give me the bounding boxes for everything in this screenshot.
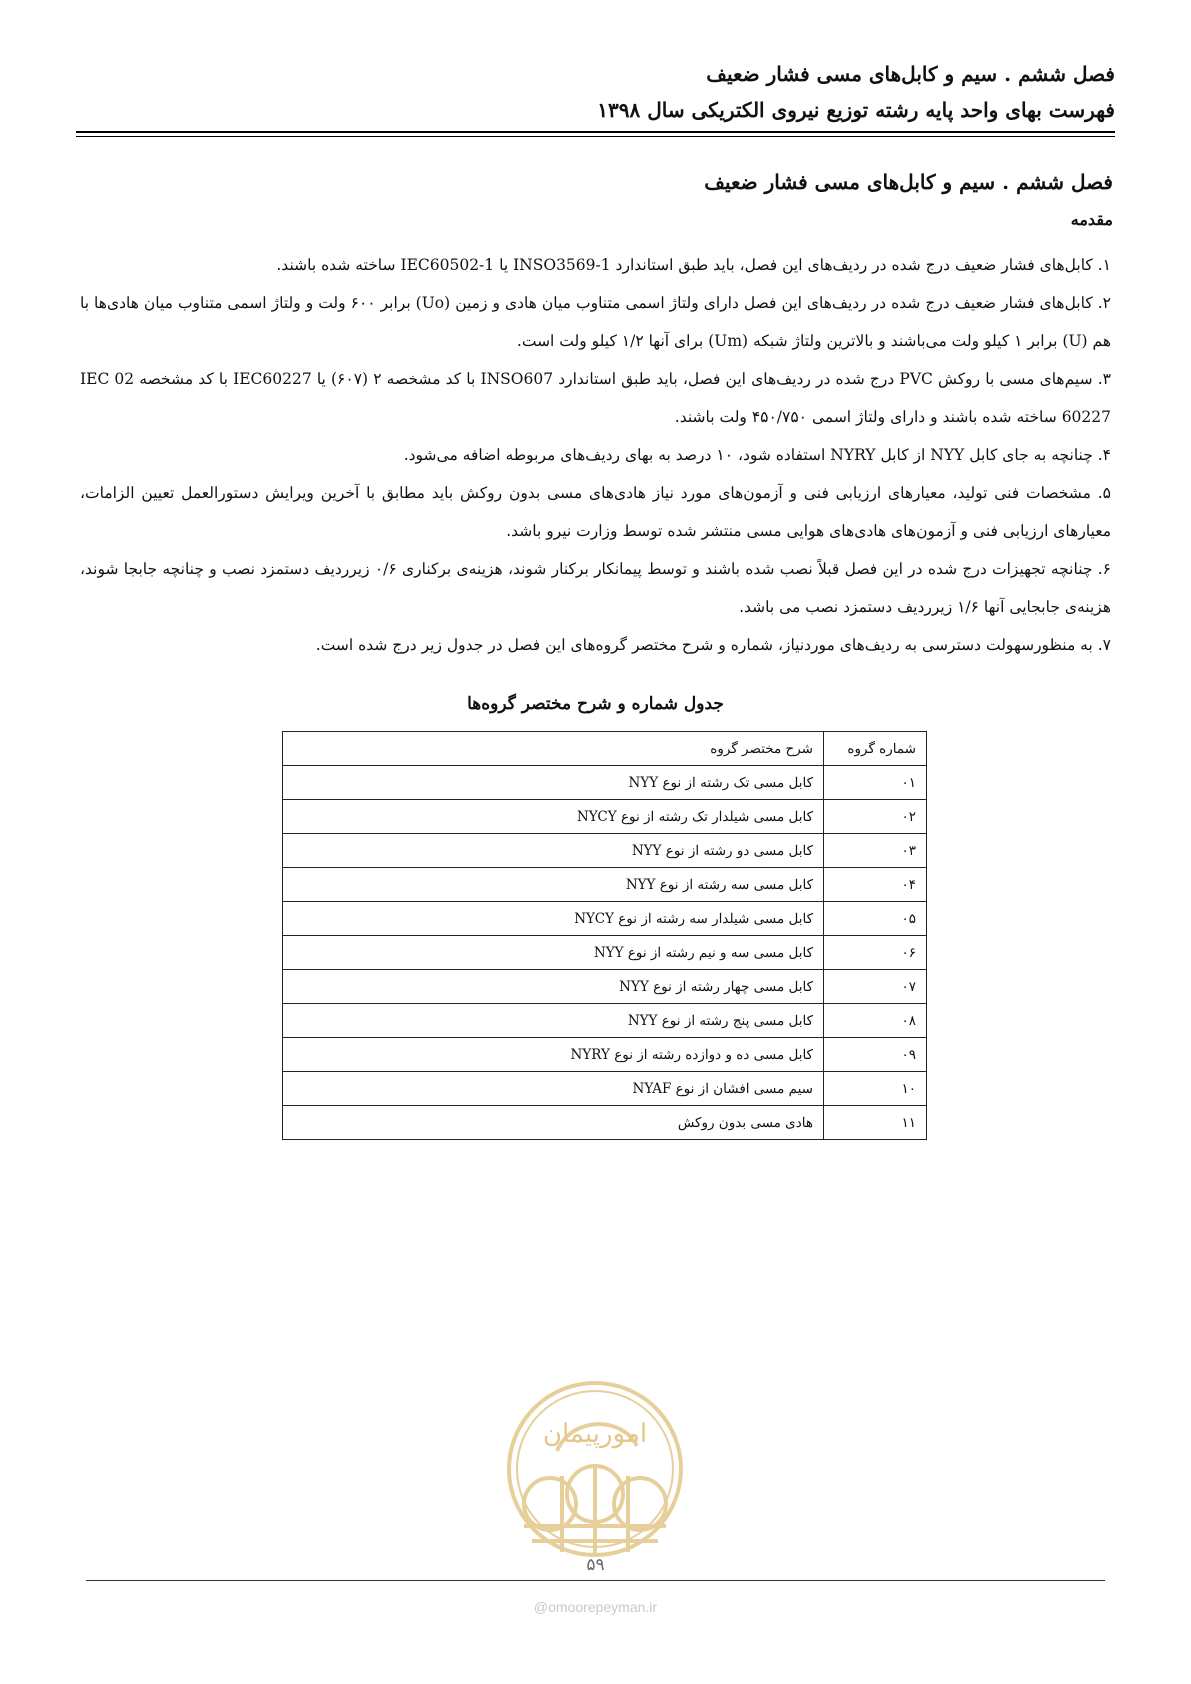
group-description: سیم مسی افشان از نوع NYAF <box>283 1072 824 1106</box>
group-description: کابل مسی سه و نیم رشته از نوع NYY <box>283 936 824 970</box>
intro-items <box>80 246 1111 664</box>
group-description: کابل مسی چهار رشته از نوع NYY <box>283 970 824 1004</box>
group-number: ۰۸ <box>824 1004 927 1038</box>
group-description: کابل مسی دو رشته از نوع NYY <box>283 834 824 868</box>
intro-item-7: ۷. به منظورسهولت دسترسی به ردیف‌های موردنیاز، شماره و شرح مختصر گروه‌های این فصل در جدول زیر درج شده است. <box>315 636 1111 654</box>
group-number: ۰۳ <box>824 834 927 868</box>
group-description: کابل مسی پنج رشته از نوع NYY <box>283 1004 824 1038</box>
group-number: ۰۴ <box>824 868 927 902</box>
intro-item-4: ۴. چنانچه به جای کابل NYY از کابل NYRY استفاده شود، ۱۰ درصد به بهای ردیف‌های مربوطه اضافه می‌شود. <box>403 446 1111 464</box>
group-number: ۰۹ <box>824 1038 927 1072</box>
running-header-title: فهرست بهای واحد پایه رشته توزیع نیروی الکتریکی سال ۱۳۹۸ <box>597 98 1115 122</box>
table-title: جدول شماره و شرح مختصر گروه‌ها <box>467 694 724 714</box>
group-number: ۰۵ <box>824 902 927 936</box>
group-description: کابل مسی شیلدار سه رشته از نوع NYCY <box>283 902 824 936</box>
footer-rule <box>86 1580 1105 1581</box>
table-row <box>283 970 927 1004</box>
group-description: کابل مسی تک رشته از نوع NYY <box>283 766 824 800</box>
table-row <box>283 936 927 970</box>
running-header-chapter: فصل ششم . سیم و کابل‌های مسی فشار ضعیف <box>706 62 1115 86</box>
table-row <box>283 902 927 936</box>
group-number: ۱۱ <box>824 1106 927 1140</box>
seal-lettering: امورپیمان <box>542 1419 648 1449</box>
group-number: ۰۲ <box>824 800 927 834</box>
group-number: ۰۶ <box>824 936 927 970</box>
header-group-description: شرح مختصر گروه <box>283 732 824 766</box>
table-row <box>283 1038 927 1072</box>
intro-heading: مقدمه <box>1070 210 1113 229</box>
table-row <box>283 868 927 902</box>
table-row <box>283 1072 927 1106</box>
group-number: ۰۷ <box>824 970 927 1004</box>
table-row <box>283 766 927 800</box>
watermark-site-text: @omoorepeyman.ir <box>533 1599 658 1615</box>
group-description: کابل مسی شیلدار تک رشته از نوع NYCY <box>283 800 824 834</box>
intro-item-2: ۲. کابل‌های فشار ضعیف درج شده در ردیف‌های این فصل دارای ولتاژ اسمی متناوب میان هادی و زمین (Uo) برابر ۶۰۰ ولت و ولتاژ اسمی متناوب میان هادی‌ها با هم (U) برابر ۱ کیلو ولت می‌باشند و بالاترین ولتاژ شبکه (Um) برای آنها ۱/۲ کیلو ولت است. <box>80 294 1111 350</box>
header-rule-thin <box>76 136 1115 137</box>
table-row <box>283 800 927 834</box>
intro-item-5: ۵. مشخصات فنی تولید، معیارهای ارزیابی فنی و آزمون‌های مورد نیاز هادی‌های مسی بدون روکش باید مطابق با آخرین ویرایش دستورالعمل تعیین الزامات، معیارهای ارزیابی فنی و آزمون‌های هادی‌های هوایی مسی منتشر شده توسط وزارت نیرو باشد. <box>80 484 1111 540</box>
group-number: ۱۰ <box>824 1072 927 1106</box>
header-group-number: شماره گروه <box>824 732 927 766</box>
group-description: کابل مسی ده و دوازده رشته از نوع NYRY <box>283 1038 824 1072</box>
intro-item-1: ۱. کابل‌های فشار ضعیف درج شده در ردیف‌های این فصل، باید طبق استاندارد INSO3569-1 یا IEC60502-1 ساخته شده باشند. <box>276 256 1111 274</box>
table-header-row <box>283 732 927 766</box>
header-rule <box>76 131 1115 133</box>
group-description: هادی مسی بدون روکش <box>283 1106 824 1140</box>
table-row <box>283 834 927 868</box>
watermark-seal-icon <box>502 1376 688 1562</box>
table-row <box>283 1004 927 1038</box>
group-description: کابل مسی سه رشته از نوع NYY <box>283 868 824 902</box>
intro-item-3: ۳. سیم‌های مسی با روکش PVC درج شده در ردیف‌های این فصل، باید طبق استاندارد INSO607 با کد مشخصه ۲ (۶۰۷) یا IEC60227 با کد مشخصه IEC 02 60227 ساخته شده باشند و دارای ولتاژ اسمی ۴۵۰/۷۵۰ ولت باشند. <box>80 370 1111 426</box>
page-number: ۵۹ <box>586 1555 605 1575</box>
groups-table <box>282 731 927 1140</box>
group-number: ۰۱ <box>824 766 927 800</box>
table-row <box>283 1106 927 1140</box>
intro-item-6: ۶. چنانچه تجهیزات درج شده در این فصل قبلاً نصب شده باشند و توسط پیمانکار برکنار شوند، هزینه‌ی برکناری ۰/۶ زیرردیف دستمزد نصب و چنانچه جابجا شوند، هزینه‌ی جابجایی آنها ۱/۶ زیرردیف دستمزد نصب می باشد. <box>80 560 1111 616</box>
chapter-title: فصل ششم . سیم و کابل‌های مسی فشار ضعیف <box>704 170 1113 194</box>
